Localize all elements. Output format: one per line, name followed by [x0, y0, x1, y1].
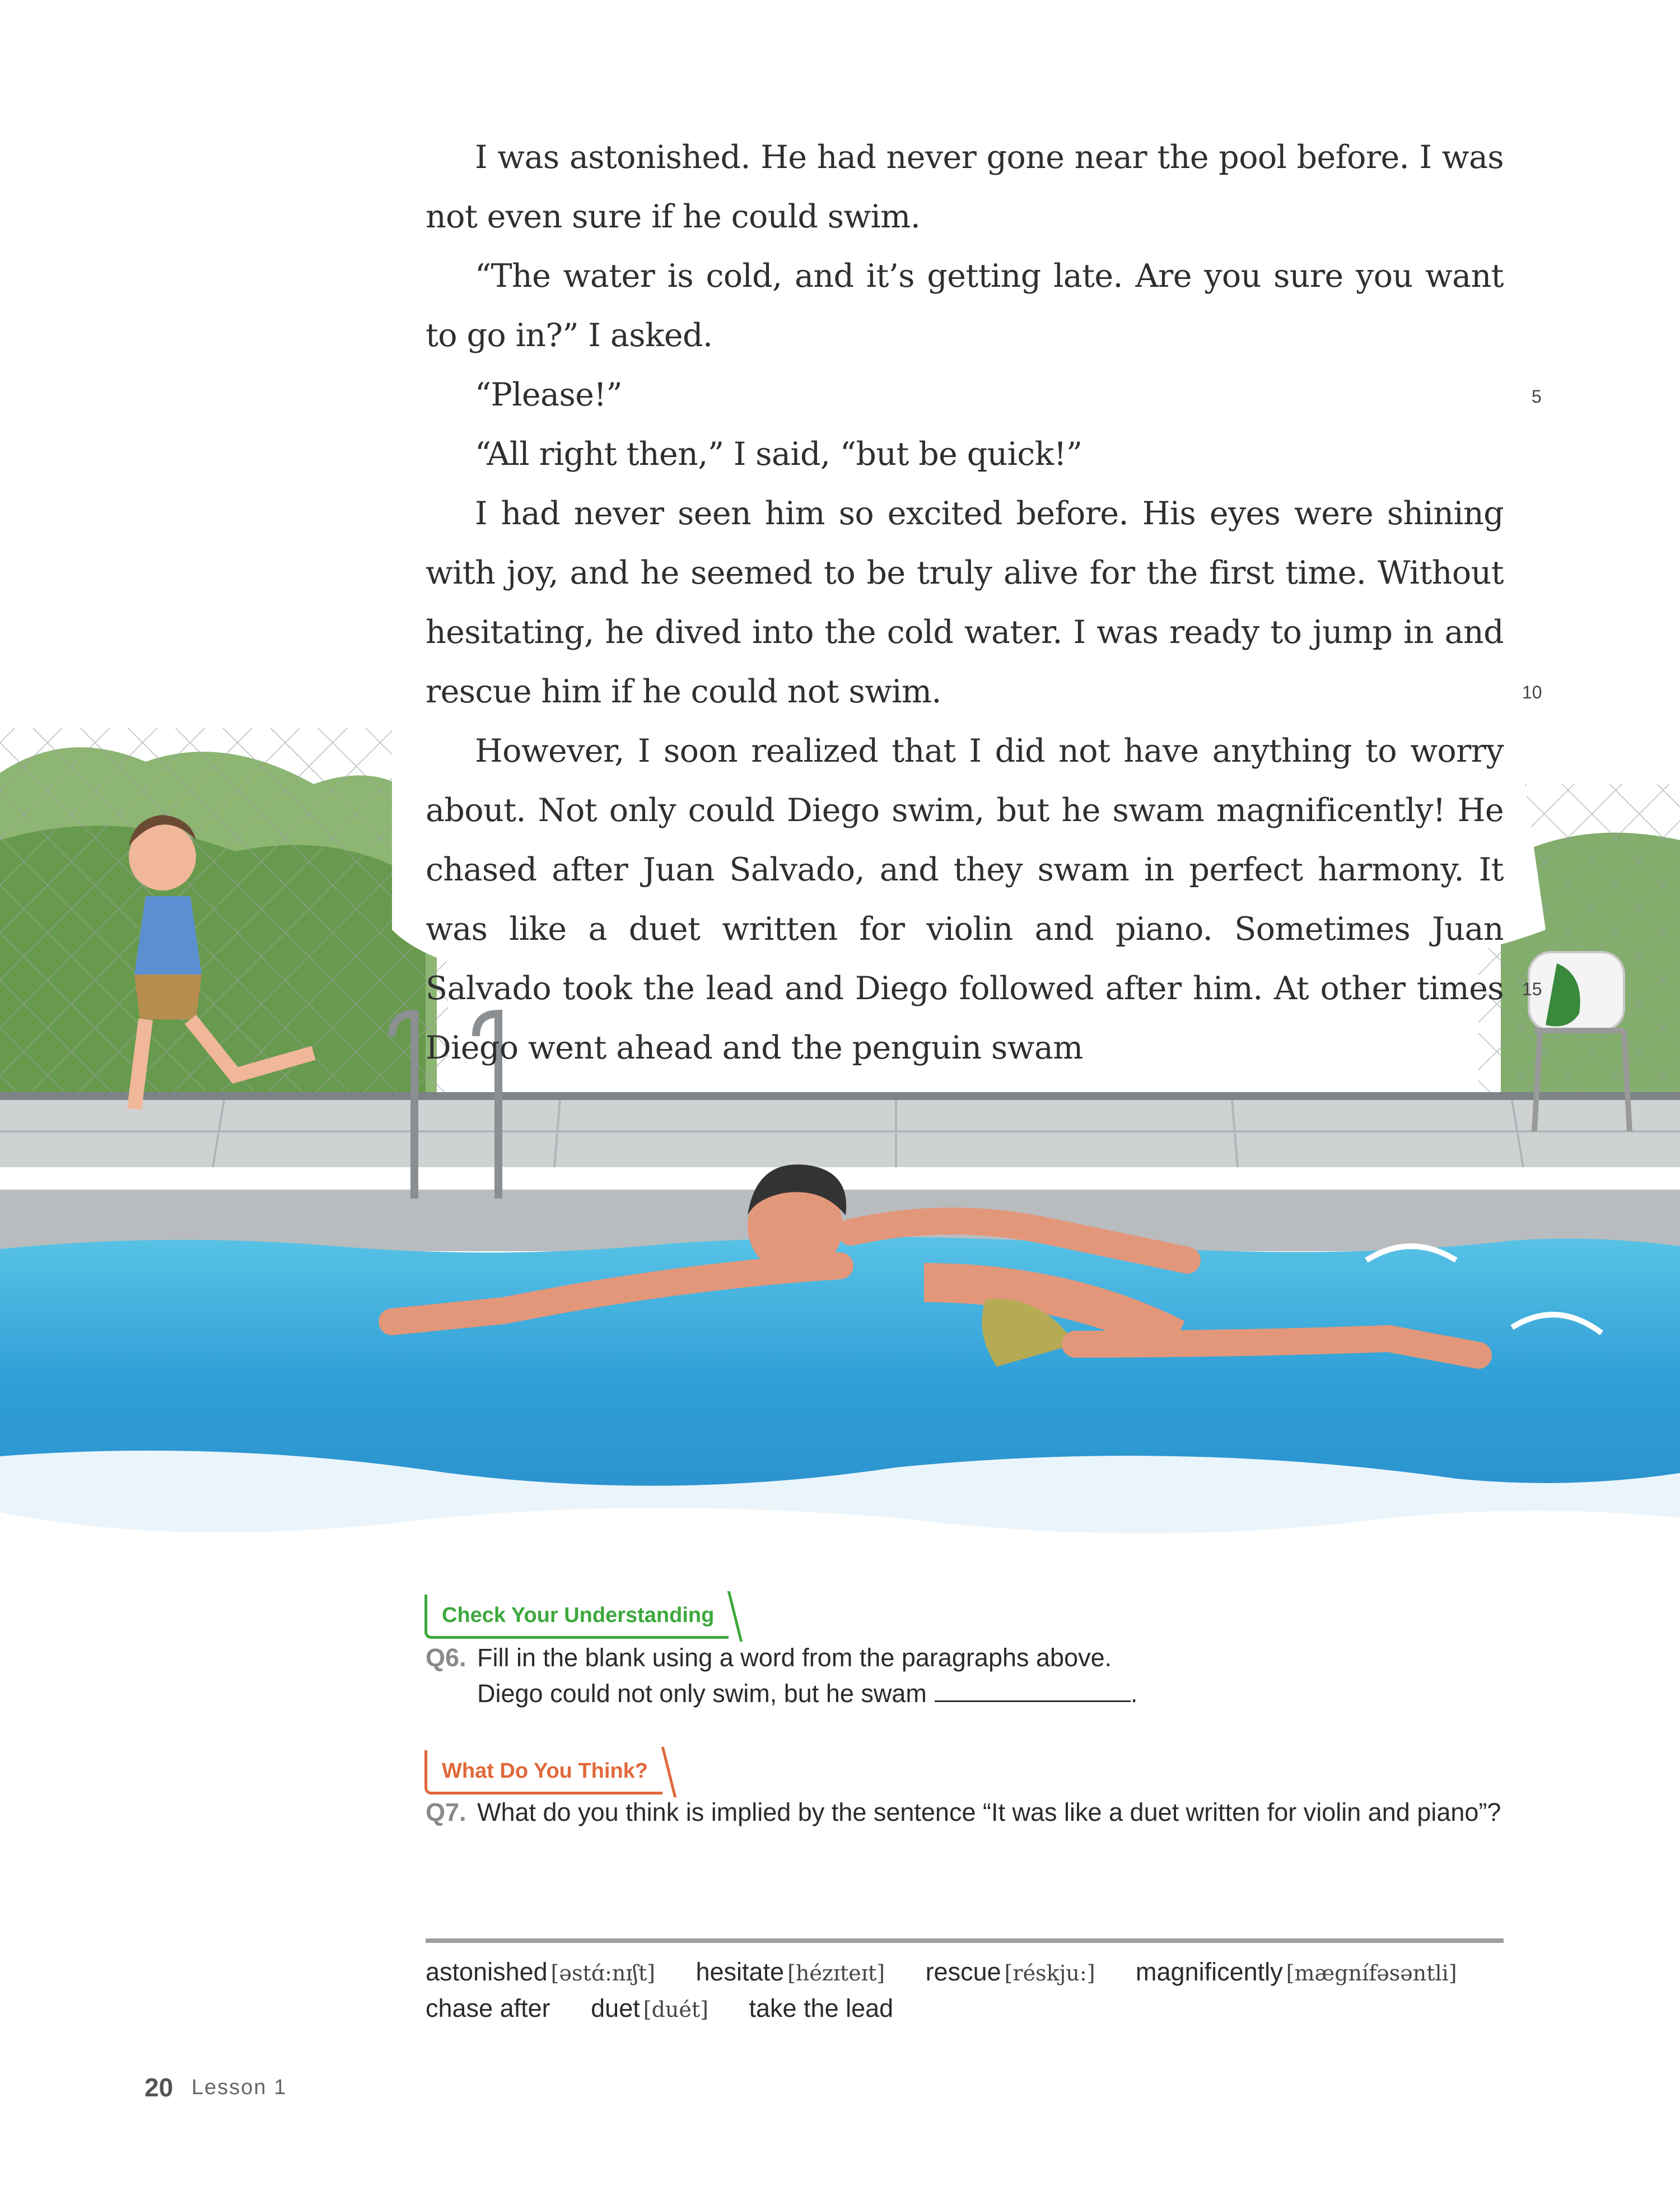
question-q7	[426, 1795, 1504, 1830]
vocab-word: chase after	[426, 1994, 550, 2022]
paragraph: “Please!”	[475, 376, 623, 413]
vocab-phonetic: [əstɑ́:nɪʃt]	[550, 1961, 655, 1985]
question-number: Q7.	[426, 1798, 466, 1826]
vocab-word: take the lead	[749, 1994, 894, 2022]
question-prompt-text: Diego could not only swim, but he swam	[477, 1679, 927, 1708]
what-do-you-think-tag: What Do You Think?	[424, 1750, 662, 1795]
vocab-word: rescue	[925, 1957, 1001, 1986]
story-text	[426, 128, 1504, 1078]
line-number: 5	[1532, 386, 1542, 407]
vocab-phonetic: [duét]	[643, 1997, 708, 2022]
vocab-phonetic: [réskju:]	[1004, 1961, 1095, 1985]
question-q6	[426, 1640, 1504, 1712]
question-number: Q6.	[426, 1643, 466, 1672]
question-text: What do you think is implied by the sentence “It was like a duet written for violin and piano”?	[477, 1798, 1501, 1826]
lesson-label: Lesson 1	[192, 2076, 287, 2099]
question-prompt	[477, 1676, 1504, 1712]
vocab-row	[426, 1957, 1504, 1987]
vocab-row	[426, 1994, 1504, 2023]
vocab-word: magnificently	[1136, 1957, 1283, 1986]
paragraph: I was astonished. He had never gone near the pool before. I was not even sure if he could swim.	[426, 139, 1504, 235]
vocab-phonetic: [mægnífəsəntli]	[1286, 1961, 1457, 1985]
answer-blank[interactable]	[935, 1678, 1131, 1702]
vocab-divider	[426, 1938, 1504, 1943]
paragraph: “The water is cold, and it’s getting late. Are you sure you want to go in?” I asked.	[426, 258, 1504, 354]
check-understanding-tag: Check Your Understanding	[424, 1595, 729, 1639]
question-text: Fill in the blank using a word from the paragraphs above.	[477, 1643, 1112, 1672]
paragraph: However, I soon realized that I did not have anything to worry about. Not only could Diego swim, but he swam magnificently! He chased after Juan Salvado, and they swam in perfect harmony. It was like a duet written for violin and piano. Sometimes Juan Salvado took the lead and Diego followed after him. At other times Diego went ahead and the penguin swam	[426, 733, 1504, 1066]
line-number: 15	[1522, 979, 1542, 999]
vocab-word: hesitate	[696, 1957, 785, 1986]
vocab-word: astonished	[426, 1957, 548, 1986]
page-number: 20	[144, 2073, 174, 2102]
vocab-word: duet	[591, 1994, 640, 2022]
line-number: 10	[1522, 682, 1542, 702]
paragraph: “All right then,” I said, “but be quick!”	[475, 436, 1082, 473]
paragraph: I had never seen him so excited before. His eyes were shining with joy, and he seemed to be truly alive for the first time. Without hesitating, he dived into the cold water. I was ready to jump in and rescue him if he could not swim.	[426, 495, 1504, 710]
vocab-phonetic: [hézɪteɪt]	[787, 1961, 885, 1985]
sentence-end: .	[1130, 1679, 1138, 1708]
